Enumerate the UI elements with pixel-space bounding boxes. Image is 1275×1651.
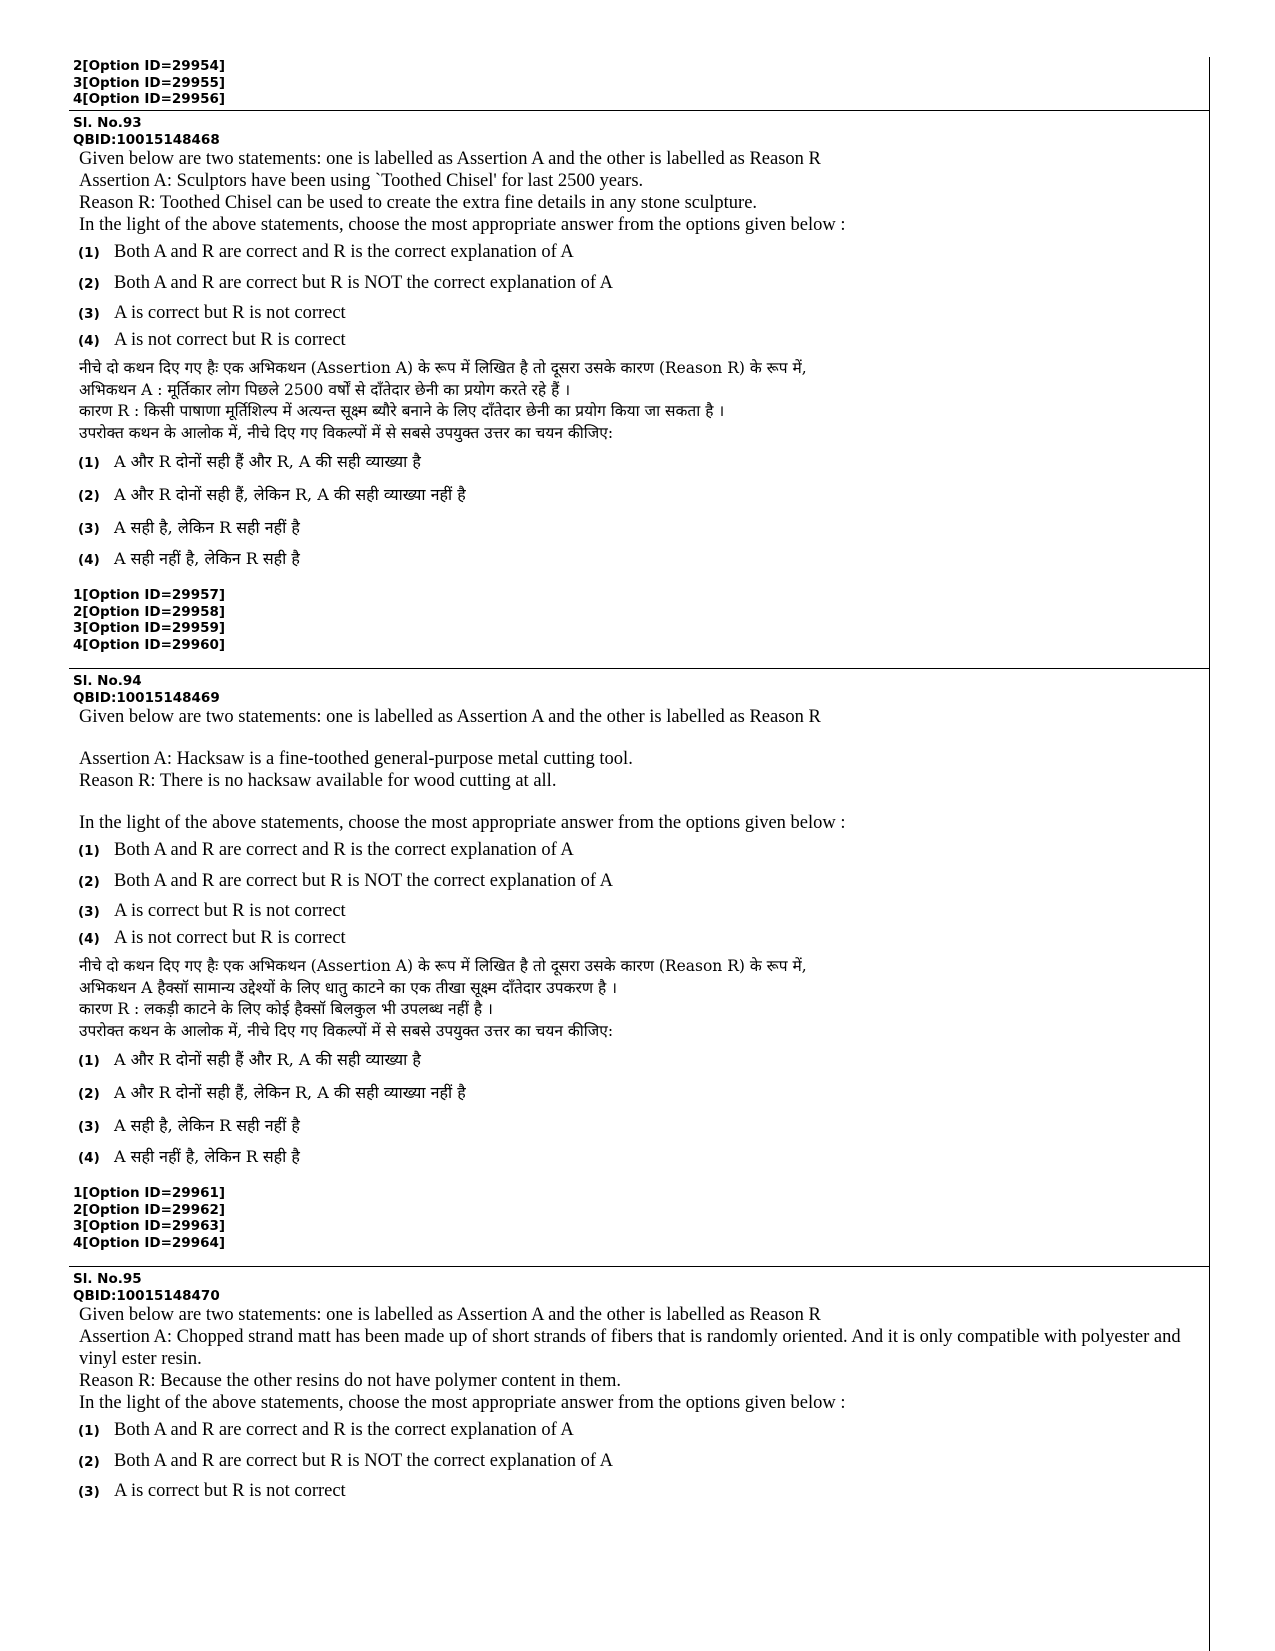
question-94 <box>69 669 1209 1267</box>
option-3 <box>73 516 1209 547</box>
option-number: (4) <box>78 333 100 349</box>
option-text: Both A and R are correct and R is the correct explanation of A <box>114 840 574 860</box>
option-text: A is not correct but R is correct <box>114 330 346 350</box>
option-3 <box>73 303 1209 330</box>
option-2 <box>73 273 1209 303</box>
serial-number: Sl. No.95 <box>73 1271 142 1287</box>
stem-line: Assertion A: Sculptors have been using `Toothed Chisel' for last 2500 years. <box>79 171 644 191</box>
option-number: (2) <box>78 874 100 890</box>
stem-line: कारण R : लकड़ी काटने के लिए कोई हैक्सॉ बिलकुल भी उपलब्ध नहीं है । <box>79 1000 493 1018</box>
option-text: Both A and R are correct and R is the correct explanation of A <box>114 1420 574 1440</box>
stem-line: In the light of the above statements, choose the most appropriate answer from the options given below : <box>79 813 846 833</box>
option-1 <box>73 840 1209 871</box>
option-text: Both A and R are correct but R is NOT the correct explanation of A <box>114 273 614 293</box>
hindi-options <box>73 1048 1209 1171</box>
option-text: A और R दोनों सही हैं और R, A की सही व्याख्या है <box>114 1050 421 1069</box>
stem-line: कारण R : किसी पाषाणा मूर्तिशिल्प में अत्यन्त सूक्ष्म ब्यौरे बनाने के लिए दाँतेदार छेनी का प्रयोग किया जा सकता है । <box>79 402 725 420</box>
option-4 <box>73 547 1209 573</box>
option-number: (4) <box>78 1150 100 1166</box>
hindi-options <box>73 450 1209 573</box>
qbid: QBID:10015148468 <box>73 131 220 148</box>
option-id: 2[Option ID=29962] <box>73 1201 226 1218</box>
option-number: (3) <box>78 521 100 537</box>
option-id: 2[Option ID=29958] <box>73 603 226 620</box>
stem-line: अभिकथन A : मूर्तिकार लोग पिछले 2500 वर्षों से दाँतेदार छेनी का प्रयोग करते रहे हैं । <box>79 380 571 399</box>
option-text: Both A and R are correct but R is NOT the correct explanation of A <box>114 871 614 891</box>
option-id: 3[Option ID=29963] <box>73 1218 226 1234</box>
option-text: A और R दोनों सही हैं, लेकिन R, A की सही व्याख्या नहीं है <box>114 485 466 504</box>
option-text: A सही है, लेकिन R सही नहीं है <box>114 518 300 537</box>
stem-line: नीचे दो कथन दिए गए हैः एक अभिकथन (Assertion A) के रूप में लिखित है तो दूसरा उसके कारण (Reason R) के रूप में, <box>79 359 807 377</box>
option-1 <box>73 1048 1209 1081</box>
question-95 <box>69 1267 1209 1647</box>
option-number: (3) <box>78 904 100 920</box>
option-3 <box>73 1481 1209 1508</box>
option-2 <box>73 1081 1209 1114</box>
option-ids <box>73 1185 1209 1251</box>
option-id: 3[Option ID=29959] <box>73 620 226 636</box>
option-1 <box>73 1420 1209 1451</box>
stem-line: Reason R: Toothed Chisel can be used to create the extra fine details in any stone sculpture. <box>79 193 758 213</box>
option-number: (1) <box>78 843 100 859</box>
option-id: 1[Option ID=29961] <box>73 1185 226 1201</box>
stem-line: अभिकथन A हैक्सॉ सामान्य उद्देश्यों के लिए धातु काटने का एक तीखा सूक्ष्म दाँतेदार उपकरण है । <box>79 978 618 997</box>
stem-line: In the light of the above statements, choose the most appropriate answer from the options given below : <box>79 1393 846 1413</box>
option-3 <box>73 1114 1209 1145</box>
option-text: A is correct but R is not correct <box>114 303 346 323</box>
question-93 <box>69 111 1209 669</box>
option-4 <box>73 330 1209 356</box>
stem-line: Assertion A: Chopped strand matt has been made up of short strands of fibers that is randomly oriented. And it is only compatible with polyester and vinyl ester resin. <box>79 1327 1181 1369</box>
option-2 <box>73 871 1209 901</box>
serial-number: Sl. No.93 <box>73 115 142 131</box>
option-3 <box>73 901 1209 928</box>
stem-line: नीचे दो कथन दिए गए हैः एक अभिकथन (Assertion A) के रूप में लिखित है तो दूसरा उसके कारण (Reason R) के रूप में, <box>79 957 807 975</box>
option-number: (2) <box>78 276 100 292</box>
option-text: Both A and R are correct and R is the correct explanation of A <box>114 242 574 262</box>
option-id: 4[Option ID=29960] <box>73 636 226 653</box>
option-1 <box>73 450 1209 483</box>
stem-line: Given below are two statements: one is labelled as Assertion A and the other is labelled as Reason R <box>79 1305 821 1325</box>
stem-line: In the light of the above statements, choose the most appropriate answer from the options given below : <box>79 215 846 235</box>
option-id: 1[Option ID=29957] <box>73 587 226 603</box>
option-text: A सही नहीं है, लेकिन R सही है <box>114 1147 300 1166</box>
option-2 <box>73 1451 1209 1481</box>
option-number: (3) <box>78 306 100 322</box>
option-text: A और R दोनों सही हैं, लेकिन R, A की सही व्याख्या नहीं है <box>114 1083 466 1102</box>
option-number: (1) <box>78 1423 100 1439</box>
option-2 <box>73 483 1209 516</box>
option-4 <box>73 1145 1209 1171</box>
stem-line: उपरोक्त कथन के आलोक में, नीचे दिए गए विकल्पों में से सबसे उपयुक्त उत्तर का चयन कीजिए: <box>79 1021 614 1040</box>
option-number: (4) <box>78 552 100 568</box>
english-stem <box>73 706 1209 834</box>
option-number: (4) <box>78 931 100 947</box>
option-text: A सही नहीं है, लेकिन R सही है <box>114 549 300 568</box>
option-number: (1) <box>78 1053 100 1069</box>
option-number: (1) <box>78 245 100 261</box>
option-id: 3[Option ID=29955] <box>73 74 226 91</box>
stem-line: उपरोक्त कथन के आलोक में, नीचे दिए गए विकल्पों में से सबसे उपयुक्त उत्तर का चयन कीजिए: <box>79 423 614 442</box>
stem-line: Given below are two statements: one is labelled as Assertion A and the other is labelled as Reason R <box>79 149 821 169</box>
stem-line: Assertion A: Hacksaw is a fine-toothed general-purpose metal cutting tool. <box>79 749 633 769</box>
option-1 <box>73 242 1209 273</box>
stem-line: Reason R: Because the other resins do not have polymer content in them. <box>79 1371 622 1391</box>
previous-question-option-ids <box>69 57 1209 111</box>
option-number: (2) <box>78 1454 100 1470</box>
option-number: (1) <box>78 455 100 471</box>
option-id: 4[Option ID=29956] <box>73 91 226 107</box>
english-options <box>73 1420 1209 1508</box>
qbid: QBID:10015148470 <box>73 1287 220 1304</box>
question-paper <box>69 57 1210 1651</box>
english-options <box>73 840 1209 954</box>
option-id: 2[Option ID=29954] <box>73 58 226 74</box>
option-text: A is correct but R is not correct <box>114 901 346 921</box>
option-text: A is correct but R is not correct <box>114 1481 346 1501</box>
option-number: (3) <box>78 1484 100 1500</box>
option-text: A और R दोनों सही हैं और R, A की सही व्याख्या है <box>114 452 421 471</box>
serial-number: Sl. No.94 <box>73 673 142 689</box>
english-options <box>73 242 1209 356</box>
option-number: (2) <box>78 488 100 504</box>
stem-line: Reason R: There is no hacksaw available for wood cutting at all. <box>79 771 557 791</box>
option-number: (2) <box>78 1086 100 1102</box>
option-text: A is not correct but R is correct <box>114 928 346 948</box>
hindi-stem <box>73 358 1209 444</box>
stem-line: Given below are two statements: one is labelled as Assertion A and the other is labelled as Reason R <box>79 707 821 727</box>
qbid: QBID:10015148469 <box>73 689 220 706</box>
option-number: (3) <box>78 1119 100 1135</box>
option-text: Both A and R are correct but R is NOT the correct explanation of A <box>114 1451 614 1471</box>
option-4 <box>73 928 1209 954</box>
option-id: 4[Option ID=29964] <box>73 1234 226 1251</box>
english-stem <box>73 1304 1209 1414</box>
option-text: A सही है, लेकिन R सही नहीं है <box>114 1116 300 1135</box>
option-ids <box>73 587 1209 653</box>
english-stem <box>73 148 1209 236</box>
hindi-stem <box>73 956 1209 1042</box>
